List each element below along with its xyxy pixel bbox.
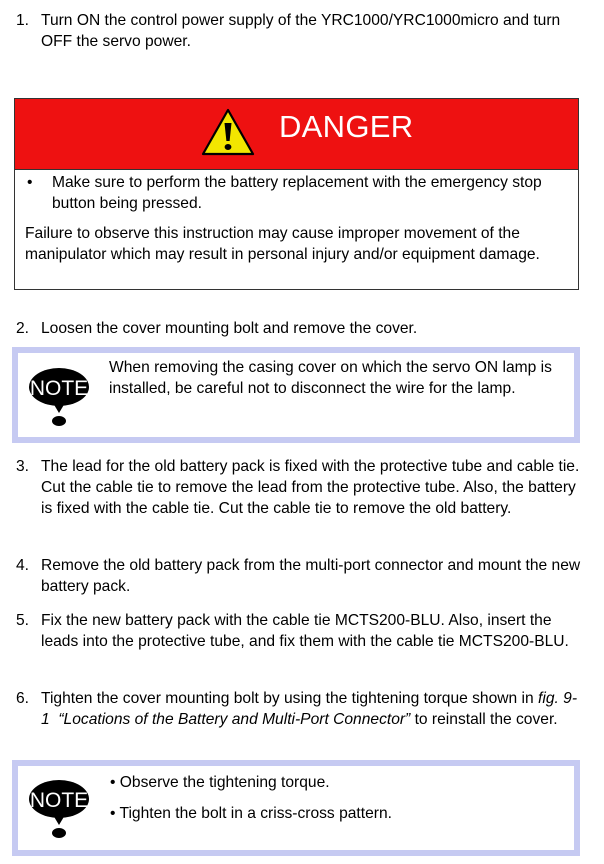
note-box-1	[12, 347, 580, 443]
step-number: 2.	[16, 320, 30, 337]
step-number: 1.	[16, 12, 30, 29]
step-text-before: Tighten the cover mounting bolt by using the tightening torque shown in	[41, 690, 539, 707]
figure-reference: fig. 9-1	[41, 690, 578, 728]
danger-paragraph: Failure to observe this instruction may cause improper movement of the manipulator which may result in personal injury and/or equipment damage.	[25, 225, 540, 263]
step-2	[16, 318, 586, 339]
danger-box	[14, 98, 579, 290]
step-text: The lead for the old battery pack is fixed with the protective tube and cable tie. Cut the cable tie to remove the lead from the protective tube. Also, the battery is fixed with the cable tie. Cut the cable tie to remove the old battery.	[41, 458, 580, 517]
note-box-2	[12, 760, 580, 856]
note-item-2: • Tighten the bolt in a criss-cross pattern.	[110, 805, 392, 822]
note-icon-label: NOTE	[29, 377, 89, 400]
step-4	[16, 555, 586, 597]
warning-triangle-icon	[200, 107, 256, 157]
step-number: 3.	[16, 458, 30, 475]
danger-bullet-item	[27, 172, 572, 214]
bullet-symbol: •	[27, 174, 33, 191]
step-6	[16, 688, 586, 730]
danger-bullet-text: Make sure to perform the battery replacement with the emergency stop button being pressed.	[52, 174, 542, 212]
note-icon-label: NOTE	[29, 789, 89, 812]
step-text-after: to reinstall the cover.	[410, 711, 558, 728]
step-number: 6.	[16, 690, 30, 707]
figure-title: “Locations of the Battery and Multi-Port Connector”	[58, 711, 411, 728]
step-text: Remove the old battery pack from the multi-port connector and mount the new battery pack.	[41, 557, 581, 595]
note-text: When removing the casing cover on which the servo ON lamp is installed, be careful not to disconnect the wire for the lamp.	[109, 359, 552, 397]
step-5	[16, 610, 586, 652]
step-number: 5.	[16, 612, 30, 629]
step-text: Fix the new battery pack with the cable tie MCTS200-BLU. Also, insert the leads into the protective tube, and fix them with the cable tie MCTS200-BLU.	[41, 612, 569, 650]
note-icon	[27, 775, 91, 841]
step-text: Loosen the cover mounting bolt and remove the cover.	[41, 320, 418, 337]
step-text	[41, 688, 586, 730]
note-icon	[27, 363, 91, 429]
danger-title: DANGER	[279, 109, 414, 144]
step-number: 4.	[16, 557, 30, 574]
note-item-1: • Observe the tightening torque.	[110, 774, 330, 791]
step-text: Turn ON the control power supply of the YRC1000/YRC1000micro and turn OFF the servo power.	[41, 12, 561, 50]
step-1	[16, 10, 586, 52]
danger-header	[15, 99, 578, 170]
step-3	[16, 456, 586, 519]
